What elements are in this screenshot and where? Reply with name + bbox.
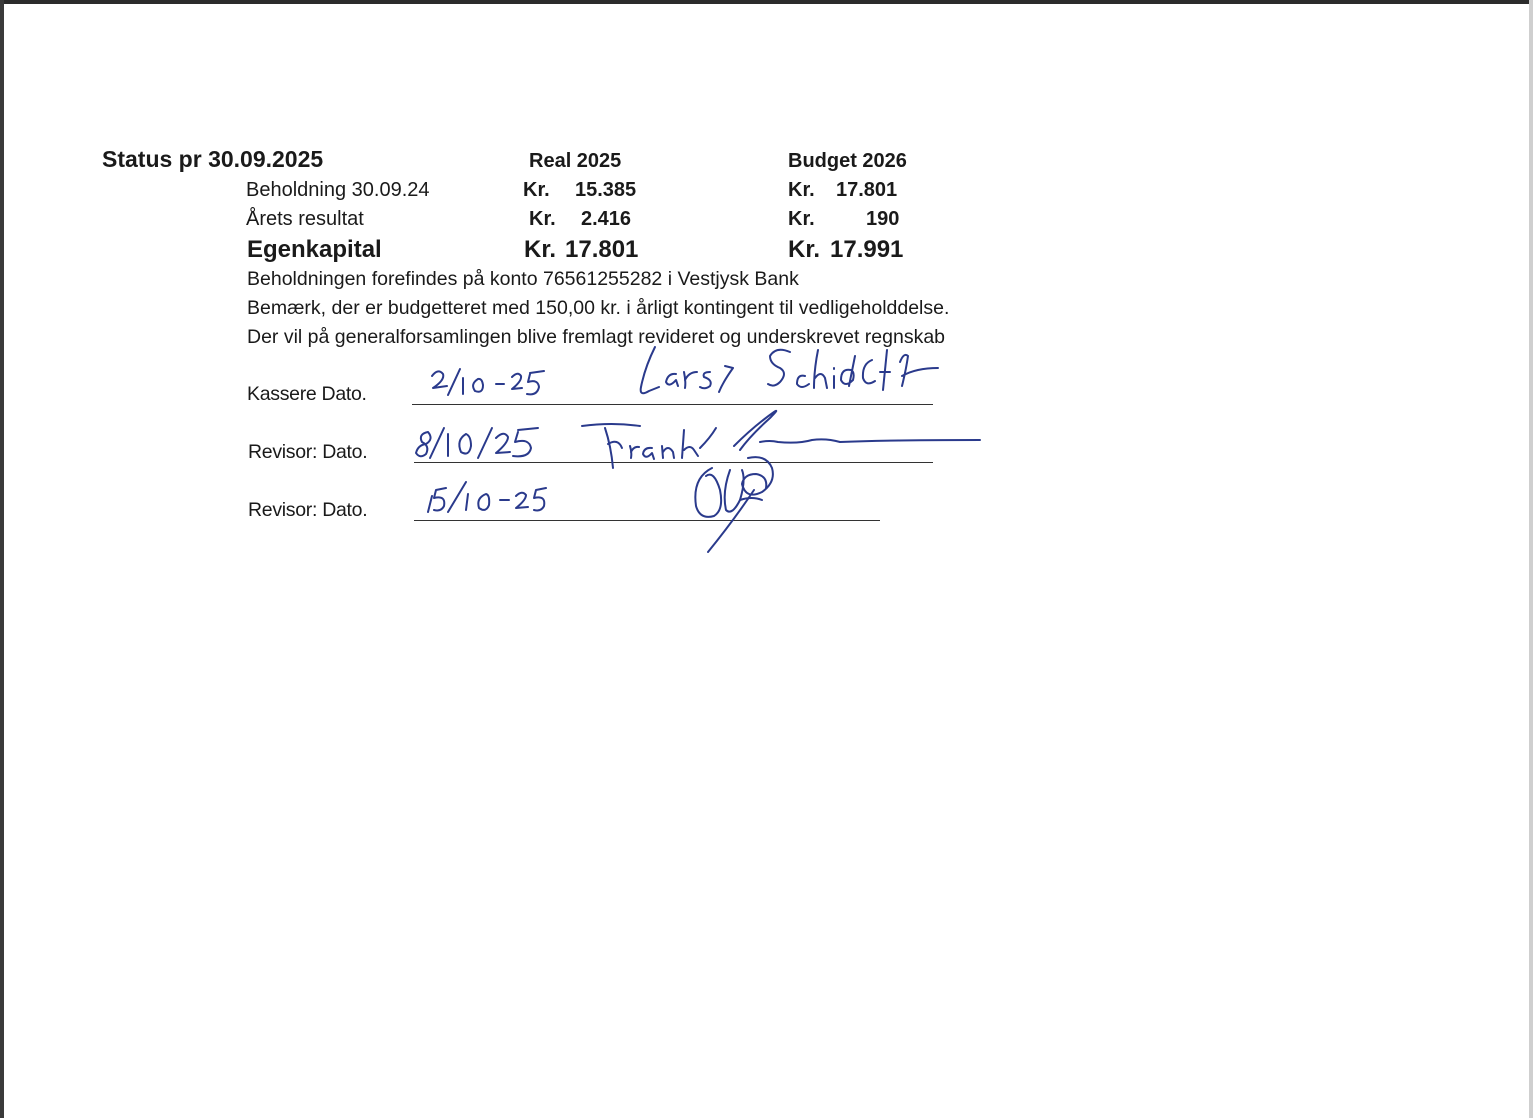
column-header-real: Real 2025: [529, 150, 622, 172]
row-budget-value: 17.801: [836, 179, 898, 201]
row-label-egenkapital: Egenkapital: [247, 236, 382, 263]
note-generalforsamling: Der vil på generalforsamlingen blive fremlagt revideret og underskrevet regnskab: [247, 326, 946, 348]
scan-edge-top: [0, 0, 1533, 4]
column-header-budget: Budget 2026: [788, 150, 907, 172]
row-label-beholdning: Beholdning 30.09.24: [246, 179, 430, 201]
handwritten-date-revisor-2: [428, 482, 546, 512]
row-budget-value: 190: [866, 208, 900, 230]
row-real-value: 15.385: [575, 179, 637, 201]
signature-label-revisor-2: Revisor: Dato.: [248, 499, 368, 521]
scan-edge-left: [0, 0, 4, 1118]
signature-label-revisor-1: Revisor: Dato.: [248, 441, 368, 463]
signature-label-kasserer: Kassere Dato.: [247, 383, 367, 405]
signature-revisor-2: [695, 457, 773, 552]
row-real-value: 2.416: [581, 208, 632, 230]
scan-edge-right: [1529, 0, 1533, 1118]
row-label-aarets-resultat: Årets resultat: [246, 208, 364, 230]
row-budget-currency: Kr.: [788, 179, 815, 201]
document-title: Status pr 30.09.2025: [102, 146, 324, 172]
signature-line-kasserer: [412, 404, 933, 405]
row-budget-value: 17.991: [830, 236, 904, 263]
signature-line-revisor-1: [414, 462, 933, 463]
note-account: Beholdningen forefindes på konto 76561255282 i Vestjysk Bank: [247, 268, 799, 290]
row-real-value: 17.801: [565, 236, 639, 263]
handwritten-date-revisor-1: [416, 428, 538, 458]
row-budget-currency: Kr.: [788, 208, 815, 230]
signature-revisor-1: [582, 411, 980, 468]
signature-line-revisor-2: [414, 520, 880, 521]
row-real-currency: Kr.: [524, 236, 557, 263]
note-budget: Bemærk, der er budgetteret med 150,00 kr. i årligt kontingent til vedligeholddelse.: [247, 297, 950, 319]
row-budget-currency: Kr.: [788, 236, 821, 263]
signature-kasserer: [641, 347, 938, 393]
row-real-currency: Kr.: [523, 179, 550, 201]
handwritten-date-kasserer: [432, 369, 544, 395]
row-real-currency: Kr.: [529, 208, 556, 230]
